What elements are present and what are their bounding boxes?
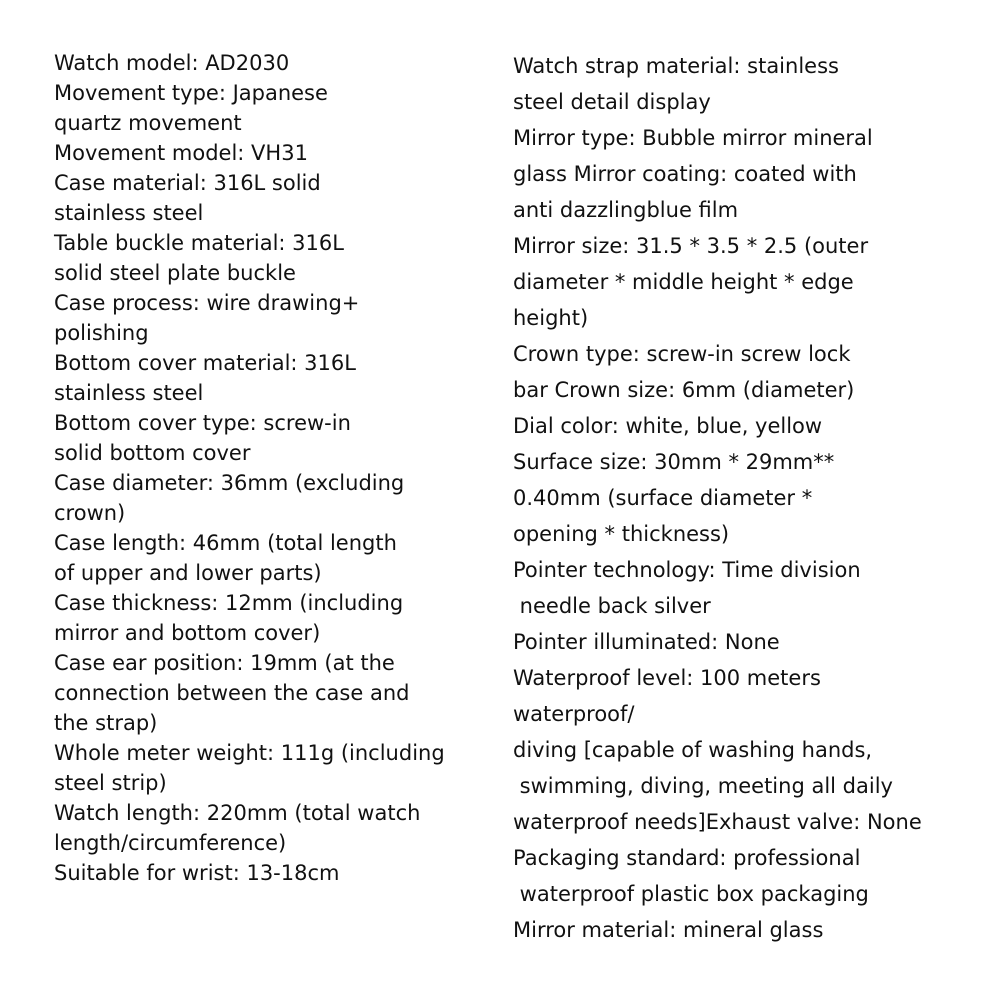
spec-line: Bottom cover material: 316L xyxy=(54,351,356,375)
spec-line: solid bottom cover xyxy=(54,441,251,465)
spec-line: Bottom cover type: screw-in xyxy=(54,411,351,435)
spec-line: steel detail display xyxy=(513,90,711,114)
spec-line: Watch model: AD2030 xyxy=(54,51,290,75)
spec-line: Case ear position: 19mm (at the xyxy=(54,651,395,675)
spec-line: Movement type: Japanese xyxy=(54,81,328,105)
spec-line: Packaging standard: professional xyxy=(513,846,861,870)
spec-line: Case length: 46mm (total length xyxy=(54,531,397,555)
spec-line: diameter * middle height * edge xyxy=(513,270,854,294)
spec-line: Case process: wire drawing+ xyxy=(54,291,360,315)
spec-line: bar Crown size: 6mm (diameter) xyxy=(513,378,855,402)
spec-line: Mirror type: Bubble mirror mineral xyxy=(513,126,873,150)
spec-line: Mirror material: mineral glass xyxy=(513,918,824,942)
spec-line: the strap) xyxy=(54,711,158,735)
spec-line: glass Mirror coating: coated with xyxy=(513,162,857,186)
spec-column-left xyxy=(54,48,494,888)
spec-line: Case diameter: 36mm (excluding xyxy=(54,471,405,495)
spec-line: quartz movement xyxy=(54,111,242,135)
spec-line: Table buckle material: 316L xyxy=(54,231,344,255)
spec-line: crown) xyxy=(54,501,126,525)
spec-line: Case thickness: 12mm (including xyxy=(54,591,404,615)
spec-line: Whole meter weight: 111g (including xyxy=(54,741,445,765)
spec-line: connection between the case and xyxy=(54,681,410,705)
spec-line: swimming, diving, meeting all daily xyxy=(513,774,893,798)
spec-line: stainless steel xyxy=(54,201,204,225)
spec-line: 0.40mm (surface diameter * xyxy=(513,486,813,510)
spec-line: Watch strap material: stainless xyxy=(513,54,839,78)
spec-line: mirror and bottom cover) xyxy=(54,621,321,645)
spec-line: Watch length: 220mm (total watch xyxy=(54,801,421,825)
spec-line: Surface size: 30mm * 29mm** xyxy=(513,450,835,474)
spec-line: anti dazzlingblue film xyxy=(513,198,739,222)
spec-line: waterproof/ xyxy=(513,702,635,726)
spec-line: waterproof plastic box packaging xyxy=(513,882,869,906)
spec-line: Case material: 316L solid xyxy=(54,171,321,195)
spec-line: waterproof needs]Exhaust valve: None xyxy=(513,810,922,834)
spec-line: Waterproof level: 100 meters xyxy=(513,666,821,690)
spec-line: Pointer technology: Time division xyxy=(513,558,861,582)
spec-column-right xyxy=(513,48,983,948)
spec-line: length/circumference) xyxy=(54,831,287,855)
spec-line: steel strip) xyxy=(54,771,167,795)
spec-line: Pointer illuminated: None xyxy=(513,630,780,654)
spec-line: Dial color: white, blue, yellow xyxy=(513,414,823,438)
spec-line: Crown type: screw-in screw lock xyxy=(513,342,851,366)
spec-line: Suitable for wrist: 13-18cm xyxy=(54,861,340,885)
spec-line: Mirror size: 31.5 * 3.5 * 2.5 (outer xyxy=(513,234,869,258)
spec-line: polishing xyxy=(54,321,149,345)
spec-line: opening * thickness) xyxy=(513,522,730,546)
spec-line: height) xyxy=(513,306,589,330)
spec-line: diving [capable of washing hands, xyxy=(513,738,873,762)
spec-line: solid steel plate buckle xyxy=(54,261,296,285)
spec-line: Movement model: VH31 xyxy=(54,141,308,165)
spec-line: stainless steel xyxy=(54,381,204,405)
spec-line: of upper and lower parts) xyxy=(54,561,322,585)
spec-line: needle back silver xyxy=(513,594,711,618)
